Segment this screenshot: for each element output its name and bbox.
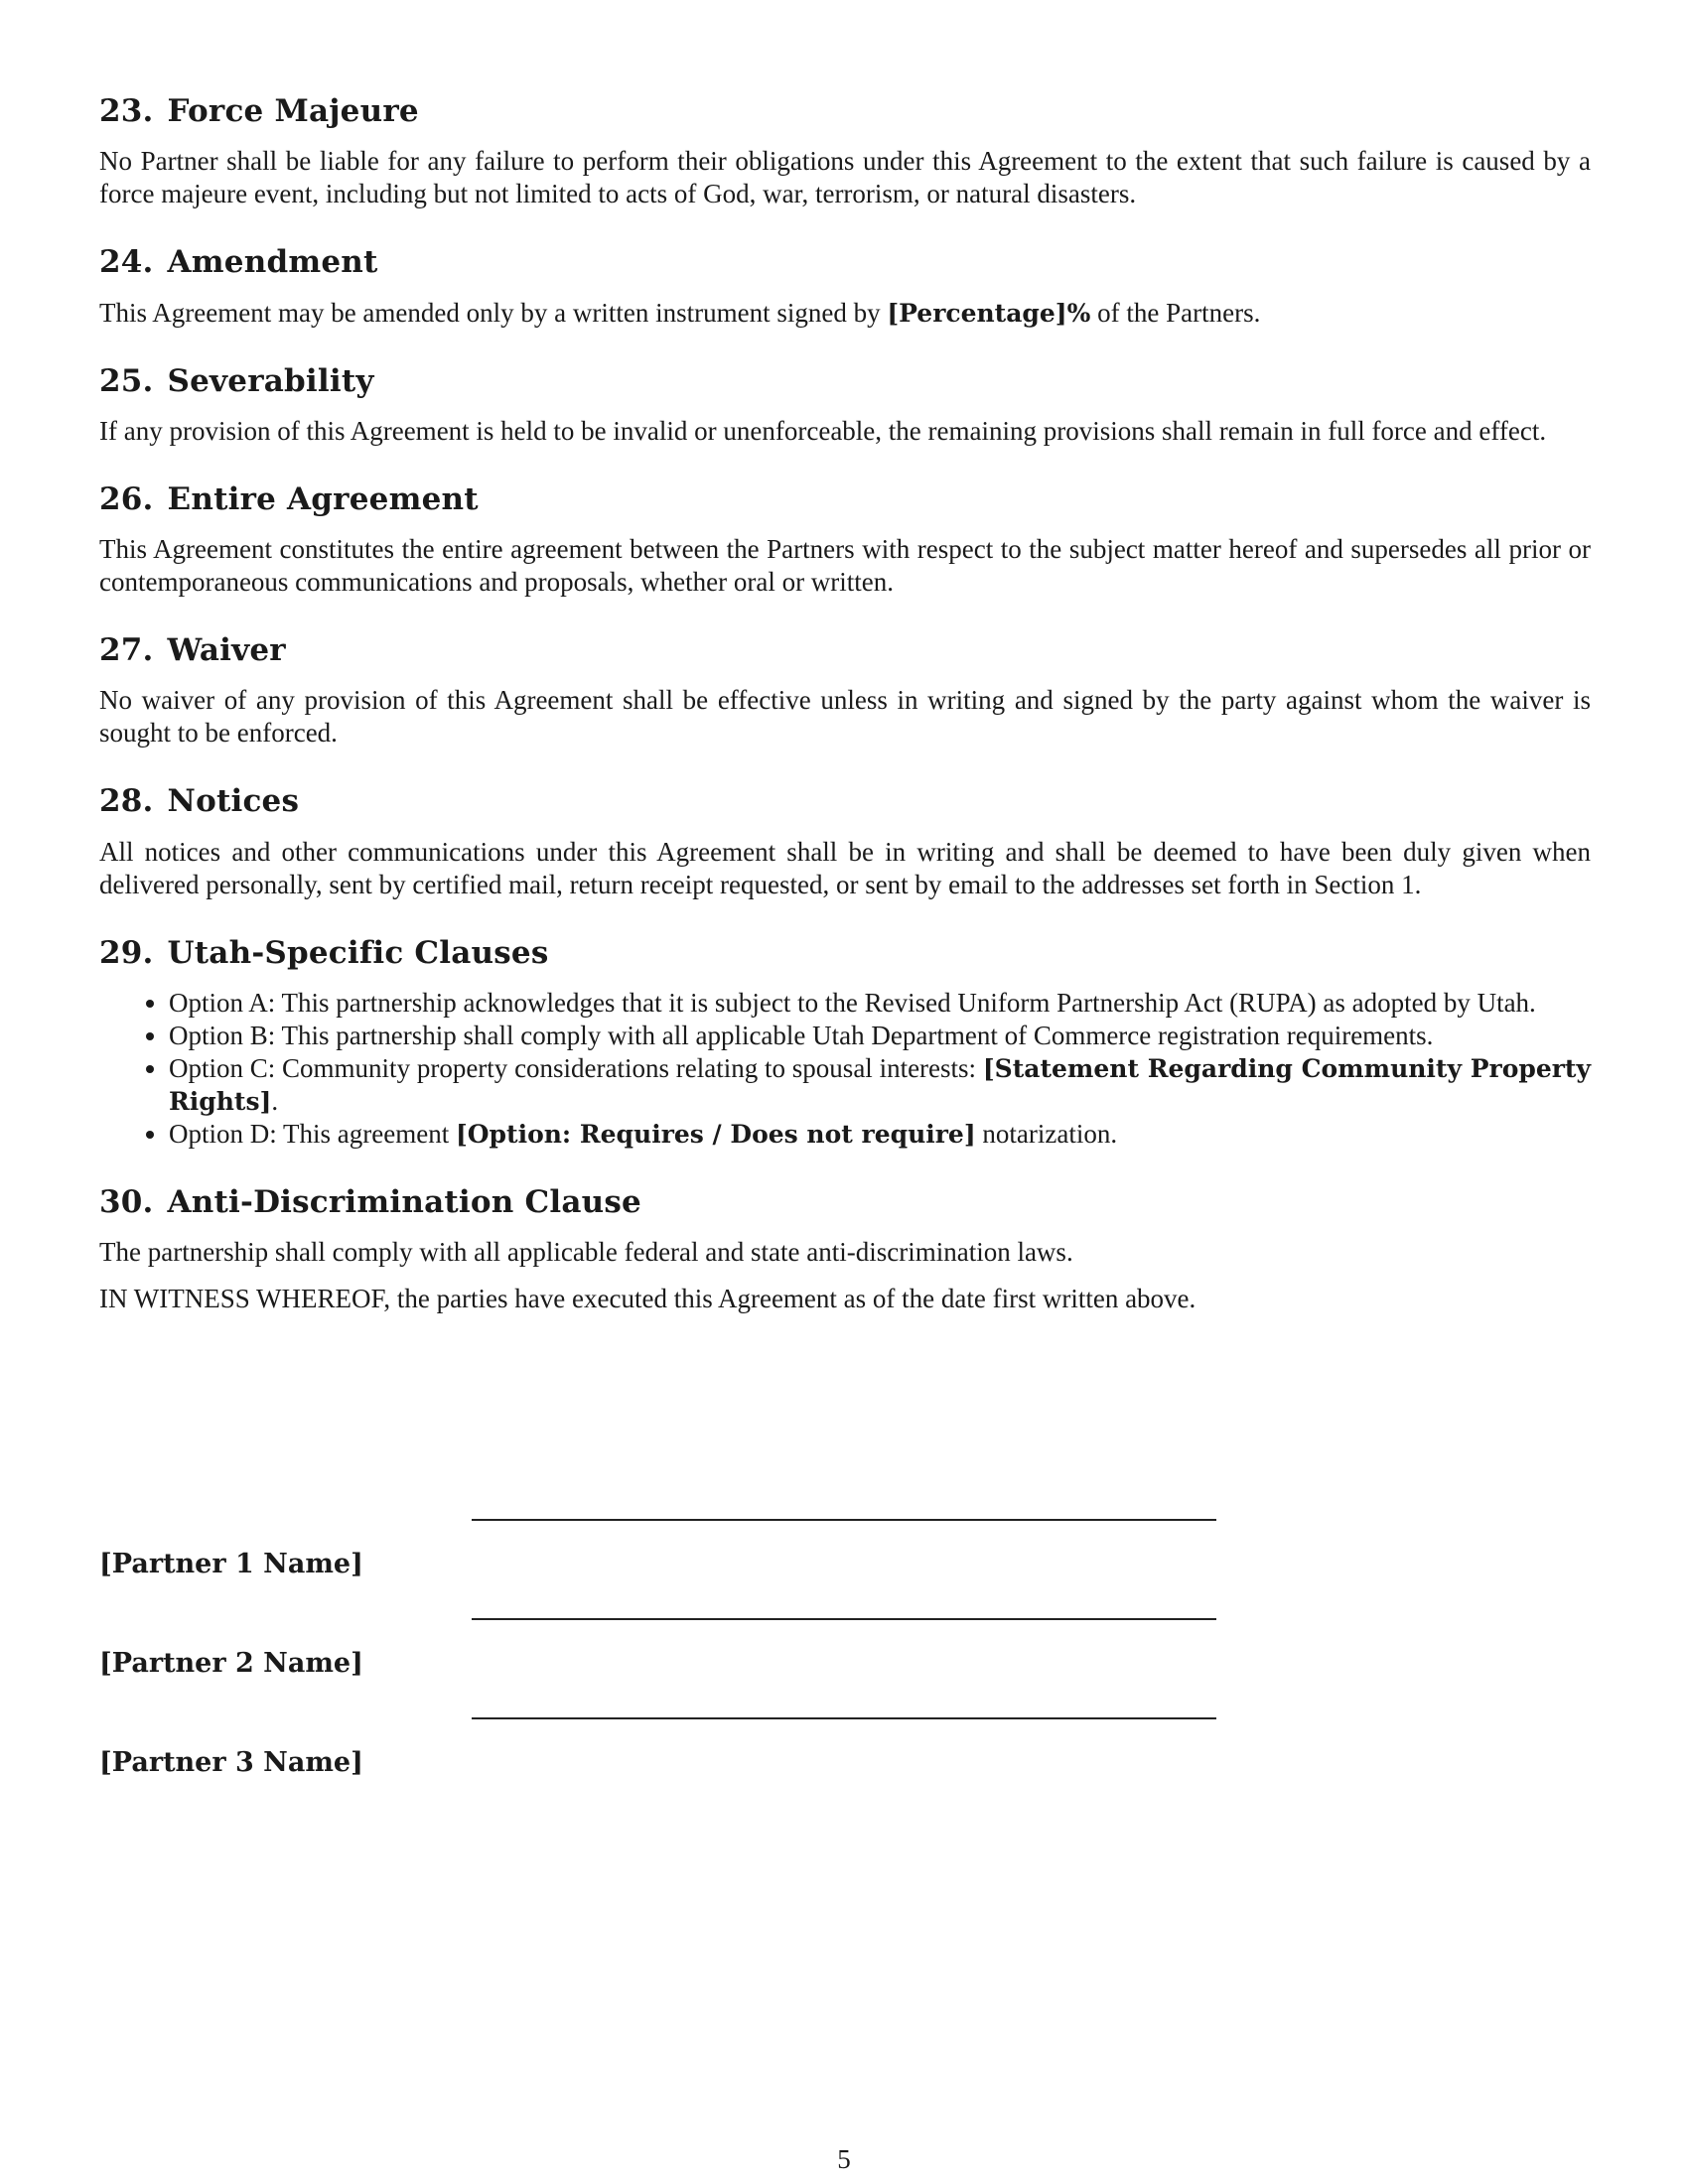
signature-name-3: [Partner 3 Name] xyxy=(99,1747,363,1778)
section-title: Utah-Specific Clauses xyxy=(167,934,549,971)
list-item-option-a: • Option A: This partnership acknowledges that it is subject to the Revised Uniform Partnership Act (RUPA) as adopted by Utah. xyxy=(169,987,1591,1020)
section-heading: 26. Entire Agreement xyxy=(99,480,479,517)
section-27 xyxy=(99,630,1591,750)
section-title: Severability xyxy=(167,362,374,399)
section-23 xyxy=(99,91,1591,210)
section-heading: 25. Severability xyxy=(99,362,374,399)
community-property-placeholder: [Statement Regarding Community Property Rights] xyxy=(169,1054,1592,1117)
section-heading: 29. Utah-Specific Clauses xyxy=(99,934,549,971)
section-body: The partnership shall comply with all applicable federal and state anti-discrimination laws. xyxy=(99,1237,1073,1268)
signature-line-3[interactable] xyxy=(472,1717,1216,1719)
section-29 xyxy=(99,933,1591,1151)
section-title: Entire Agreement xyxy=(167,480,479,517)
section-title: Notices xyxy=(167,783,300,820)
signature-name-2: [Partner 2 Name] xyxy=(99,1648,363,1679)
signature-line-1[interactable] xyxy=(472,1519,1216,1521)
page-number: 5 xyxy=(837,2144,851,2174)
section-heading: 28. Notices xyxy=(99,783,300,820)
section-heading: 30. Anti-Discrimination Clause xyxy=(99,1184,641,1221)
witness-statement: IN WITNESS WHEREOF, the parties have executed this Agreement as of the date first written above. xyxy=(99,1284,1196,1314)
list-item-option-d: • Option D: This agreement [Option: Requires / Does not require] notarization. xyxy=(169,1118,1591,1151)
section-body: This Agreement constitutes the entire agreement between the Partners with respect to the subject matter hereof and supersedes all prior or contemporaneous communications and proposals, whether oral or written. xyxy=(99,534,1591,598)
signature-line-2[interactable] xyxy=(472,1618,1216,1620)
section-body: No waiver of any provision of this Agreement shall be effective unless in writing and signed by the party against whom the waiver is sought to be enforced. xyxy=(99,685,1591,749)
section-title: Amendment xyxy=(167,244,378,281)
section-title: Anti-Discrimination Clause xyxy=(167,1184,641,1221)
percentage-placeholder: [Percentage]% xyxy=(887,298,1091,328)
section-24 xyxy=(99,242,1591,329)
list-item-option-b: • Option B: This partnership shall comply with all applicable Utah Department of Commerce registration requirements. xyxy=(169,1020,1591,1052)
section-body: No Partner shall be liable for any failure to perform their obligations under this Agreement to the extent that such failure is caused by a force majeure event, including but not limited to acts of God, war, terrorism, or natural disasters. xyxy=(99,146,1591,209)
options-list xyxy=(99,987,1591,1151)
section-heading: 27. Waiver xyxy=(99,632,286,669)
section-title: Waiver xyxy=(167,632,286,669)
list-item-option-c: • Option C: Community property considerations relating to spousal interests: [Statement Regarding Community Property Rights]. xyxy=(169,1052,1591,1118)
section-body: If any provision of this Agreement is held to be invalid or unenforceable, the remaining provisions shall remain in full force and effect. xyxy=(99,415,1547,446)
notarization-placeholder: [Option: Requires / Does not require] xyxy=(455,1120,976,1150)
section-28 xyxy=(99,781,1591,900)
signature-name-1: [Partner 1 Name] xyxy=(99,1549,363,1579)
section-heading: 24. Amendment xyxy=(99,244,378,281)
section-body: All notices and other communications under this Agreement shall be in writing and shall be deemed to have been duly given when delivered personally, sent by certified mail, return receipt requested, or sent by email to the addresses set forth in Section 1. xyxy=(99,836,1591,899)
section-30 xyxy=(99,1182,1591,1315)
section-26 xyxy=(99,479,1591,599)
section-title: Force Majeure xyxy=(167,93,419,129)
section-heading: 23. Force Majeure xyxy=(99,93,419,129)
section-25 xyxy=(99,361,1591,448)
document-page xyxy=(99,91,1591,1347)
section-body: This Agreement may be amended only by a written instrument signed by [Percentage]% of the Partners. xyxy=(99,297,1261,328)
signature-block xyxy=(99,1519,1591,1837)
